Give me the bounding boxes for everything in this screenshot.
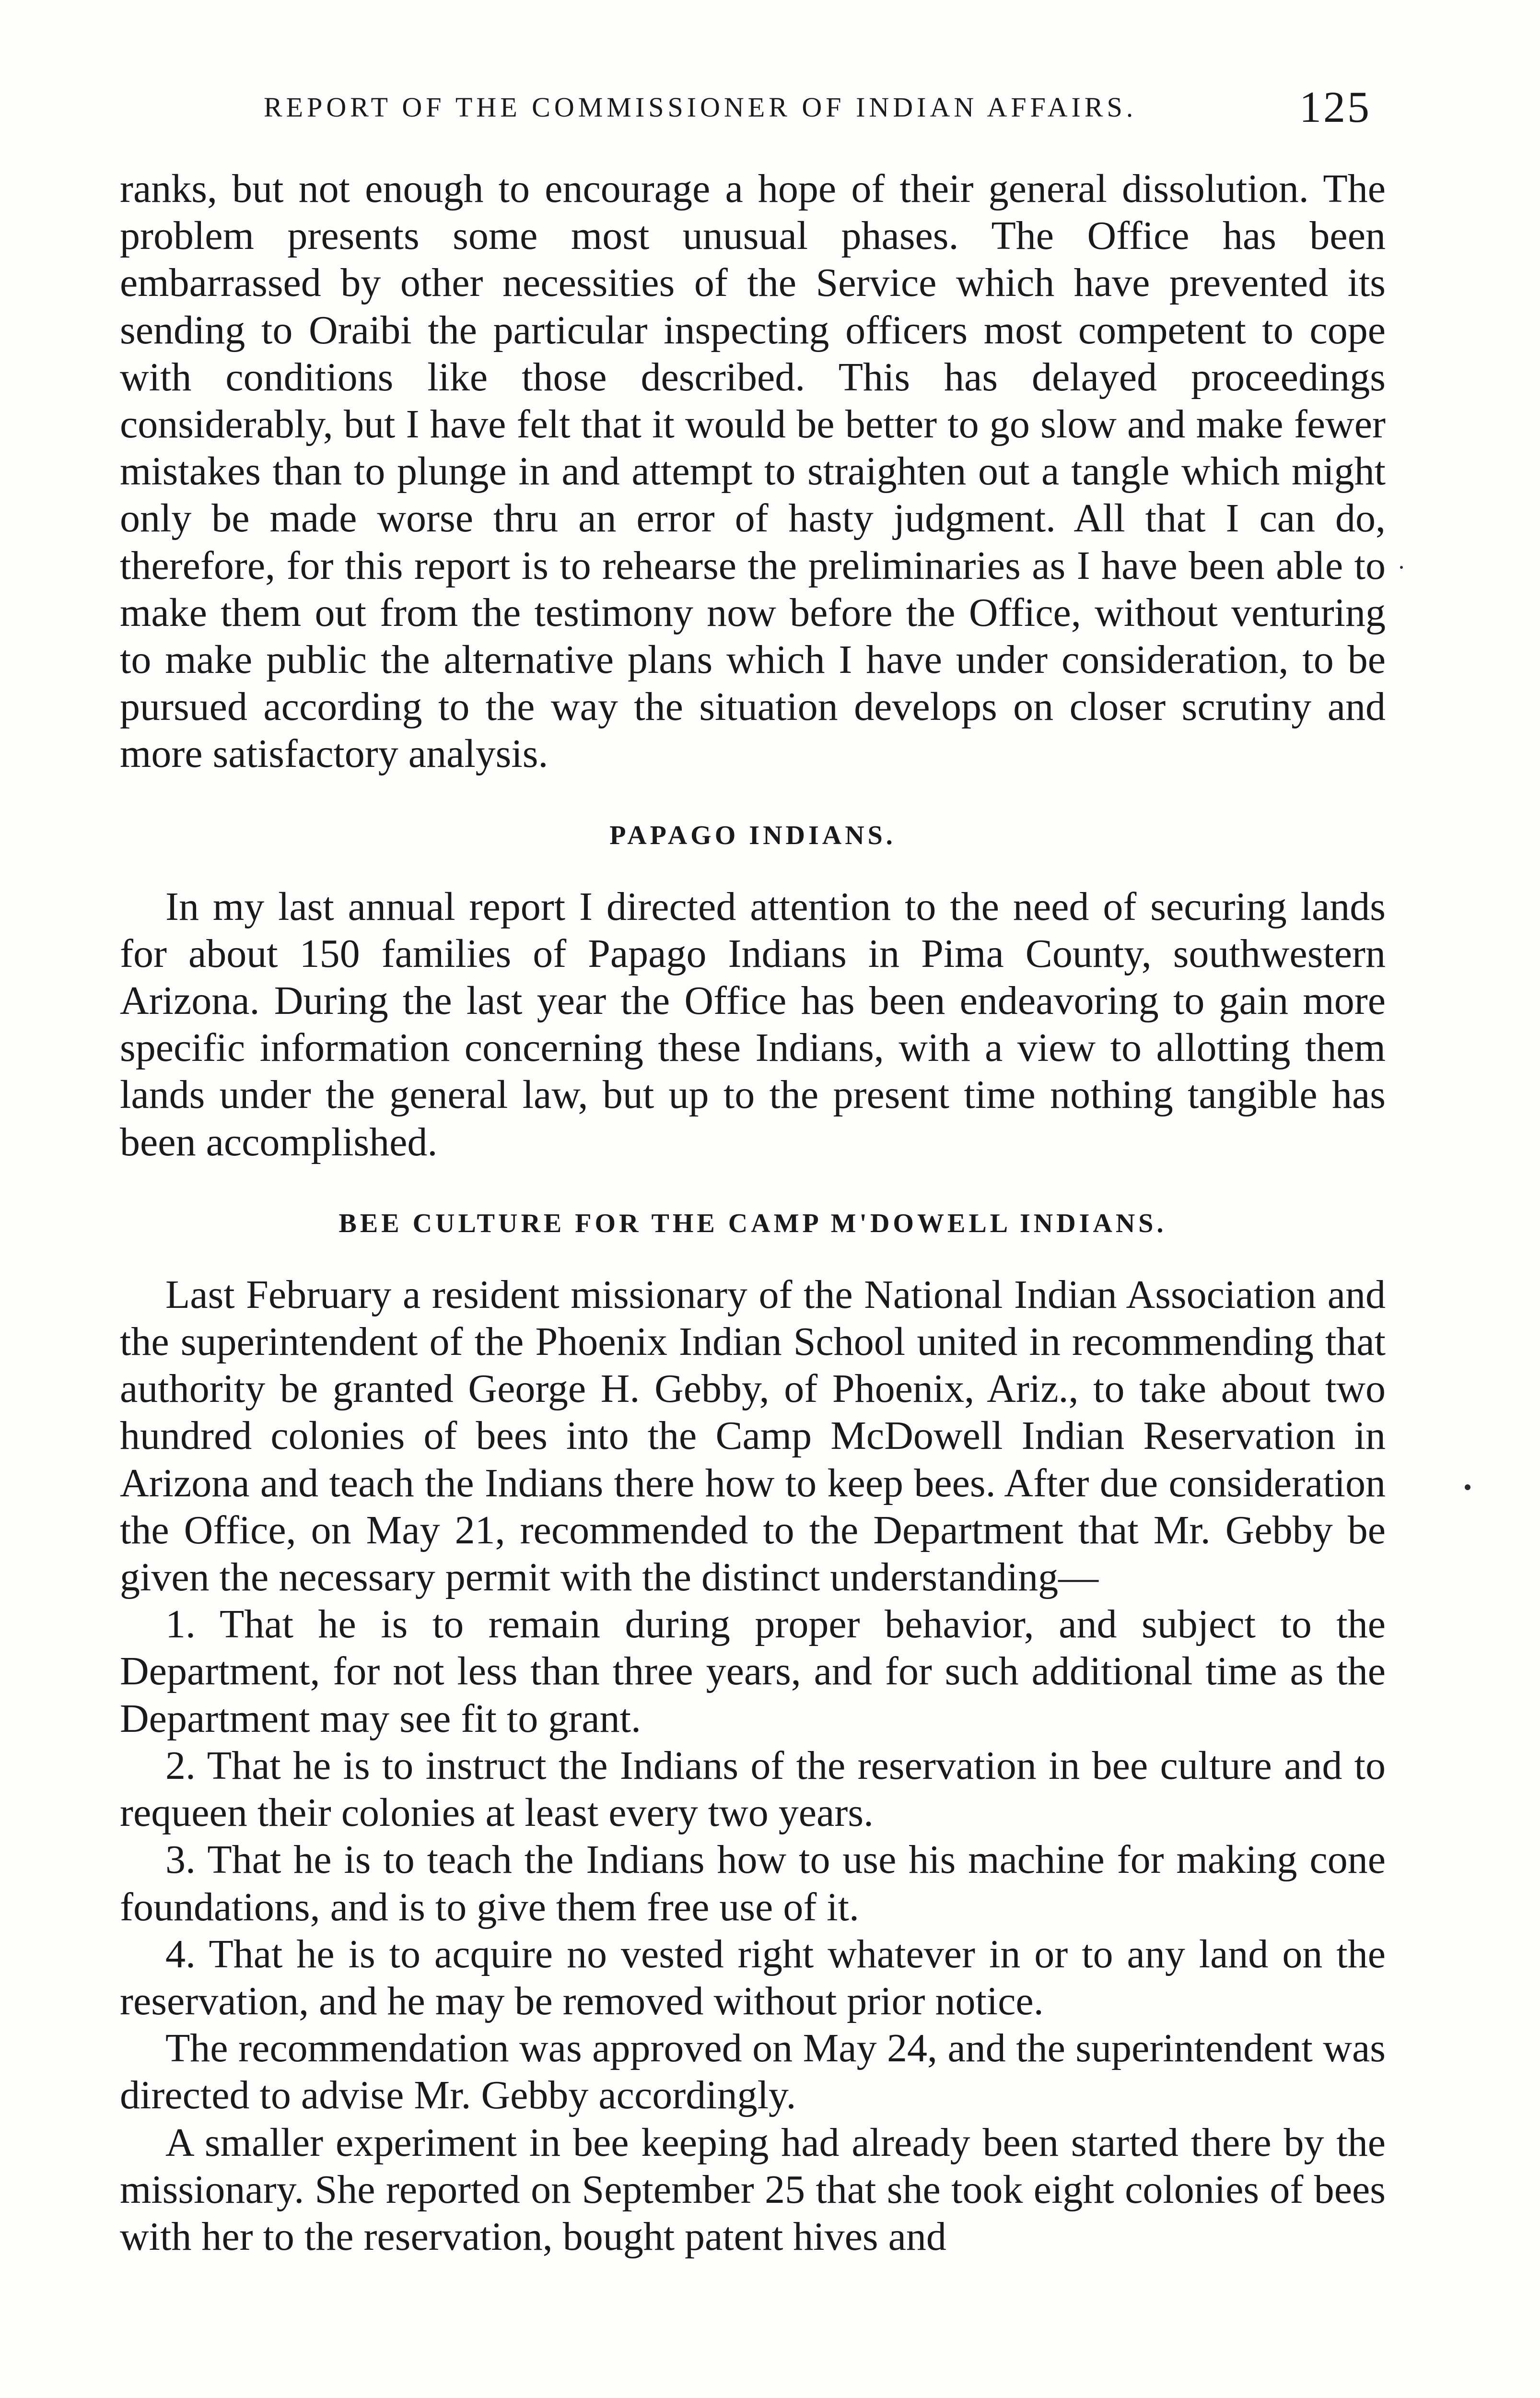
ink-speck [1465,1484,1470,1490]
intro-paragraph: ranks, but not enough to encourage a hope of their general dissolution. The problem presents some most unusual phases. The Office has been embarrassed by other necessities of the Service which have prevented its sending to Oraibi the particular inspecting officers most competent to cope with conditions like those described. This has delayed proceedings considerably, but I have felt that it would be better to go slow and make fewer mistakes than to plunge in and attempt to straighten out a tangle which might only be made worse thru an error of hasty judgment. All that I can do, therefore, for this report is to rehearse the preliminaries as I have been able to make them out from the testimony now before the Office, without venturing to make public the alternative plans which I have under consideration, to be pursued according to the way the situation develops on closer scrutiny and more satisfactory analysis. [120,166,1386,776]
bee-condition-3: 3. That he is to teach the Indians how to use his machine for making cone foundations, and is to give them free use of it. [120,1837,1386,1929]
papago-paragraph: In my last annual report I directed attention to the need of securing lands for about 150 families of Papago Indians in Pima County, southwestern Arizona. During the last year the Office has been endeavoring to gain more specific information concerning these Indians, with a view to allotting them lands under the general law, but up to the present time nothing tangible has been accomplished. [120,884,1386,1164]
bee-condition-2: 2. That he is to instruct the Indians of the reservation in bee culture and to requeen their colonies at least every two years. [120,1743,1386,1835]
section-heading-bee-culture: BEE CULTURE FOR THE CAMP M'DOWELL INDIANS. [338,1208,1167,1238]
section-heading-papago: PAPAGO INDIANS. [609,820,896,850]
bee-paragraph-recommendation: Last February a resident missionary of the National Indian Association and the superintendent of the Phoenix Indian School united in recommending that authority be granted George H. Gebby, of Phoenix, Ariz., to take about two hundred colonies of bees into the Camp McDowell Indian Reservation in Arizona and teach the Indians there how to keep bees. After due consideration the Office, on May 21, recommended to the Department that Mr. Gebby be given the necessary permit with the distinct understanding— [120,1272,1386,1600]
running-head [259,72,1376,144]
bee-condition-4: 4. That he is to acquire no vested right whatever in or to any land on the reservation, and he may be removed without prior notice. [120,1931,1386,2023]
ink-speck [1400,566,1403,569]
bee-condition-1: 1. That he is to remain during proper behavior, and subject to the Department, for not less than three years, and for such additional time as the Department may see fit to grant. [120,1602,1386,1741]
bee-paragraph-approval: The recommendation was approved on May 24, and the superintendent was directed to advise Mr. Gebby accordingly. [120,2026,1386,2118]
page-body [120,165,1386,2260]
page-number: 125 [1299,82,1371,131]
running-title: REPORT OF THE COMMISSIONER OF INDIAN AFFAIRS. [264,92,1137,123]
bee-paragraph-missionary: A smaller experiment in bee keeping had already been started there by the missionary. She reported on September 25 that she took eight colonies of bees with her to the reservation, bought patent hives and [120,2120,1386,2259]
